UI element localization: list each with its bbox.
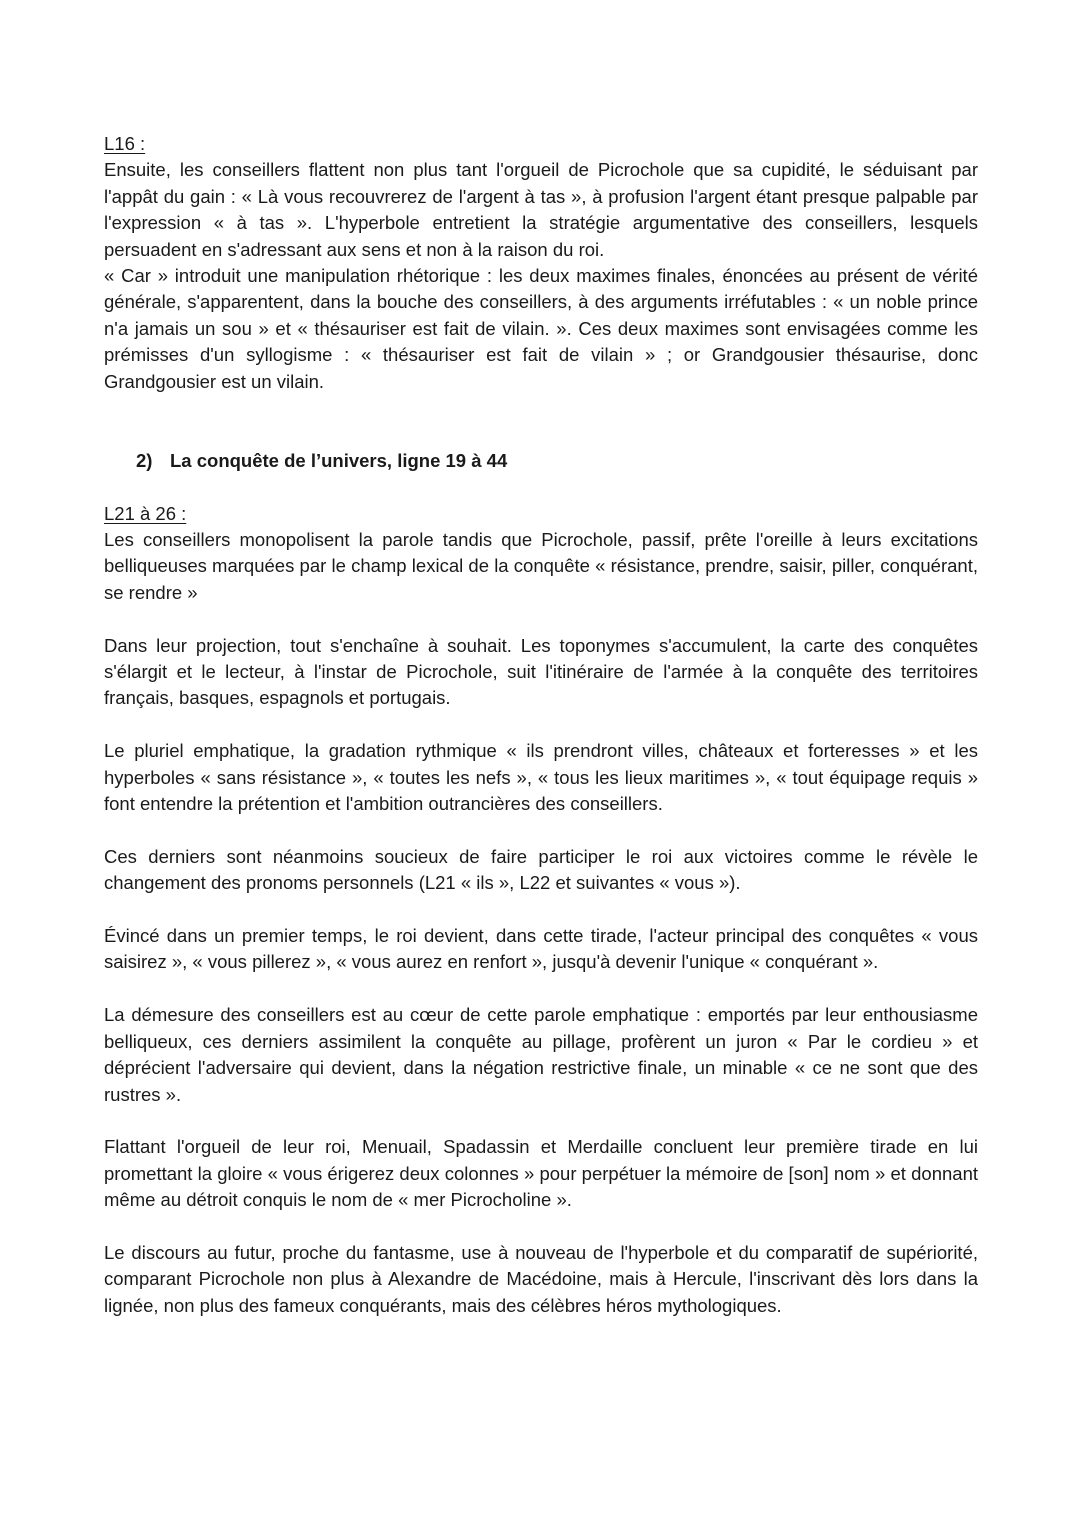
section-l16	[104, 131, 978, 395]
document-page	[104, 131, 978, 1319]
paragraph: Le pluriel emphatique, la gradation rythmique « ils prendront villes, châteaux et forteresses » et les hyperboles « sans résistance », « toutes les nefs », « tous les lieux maritimes », « tout équipage requis » font entendre la prétention et l'ambition outrancières des conseillers.	[104, 740, 978, 815]
section-label-l16: L16 :	[104, 133, 146, 154]
heading-number: 2)	[136, 449, 153, 471]
paragraph: Les conseillers monopolisent la parole tandis que Picrochole, passif, prête l'oreille à leurs excitations belliqueuses marquées par le champ lexical de la conquête « résistance, prendre, saisir, piller, conquérant, se rendre »	[104, 529, 978, 603]
section-label-l21-26: L21 à 26 :	[104, 502, 187, 524]
paragraph: Ces derniers sont néanmoins soucieux de faire participer le roi aux victoires comme le révèle le changement des pronoms personnels (L21 « ils », L22 et suivantes « vous »).	[104, 845, 978, 894]
section-heading	[104, 448, 978, 474]
section-l21-26	[104, 501, 978, 1319]
paragraph: Le discours au futur, proche du fantasme, use à nouveau de l'hyperbole et du comparatif de supériorité, comparant Picrochole non plus à Alexandre de Macédoine, mais à Hercule, l'inscrivant dès lors dans la lignée, non plus des fameux conquérants, mais des célèbres héros mythologiques.	[104, 1241, 978, 1316]
paragraph: Ensuite, les conseillers flattent non plus tant l'orgueil de Picrochole que sa cupidité, le séduisant par l'appât du gain : « Là vous recouvrerez de l'argent à tas », à profusion l'argent étant presque palpable par l'expression « à tas ». L'hyperbole entretient la stratégie argumentative des conseillers, lesquels persuadent en s'adressant aux sens et non à la raison du roi.	[104, 159, 978, 260]
paragraph: Dans leur projection, tout s'enchaîne à souhait. Les toponymes s'accumulent, la carte des conquêtes s'élargit et le lecteur, à l'instar de Picrochole, suit l'itinéraire de l'armée à la conquête des territoires français, basques, espagnols et portugais.	[104, 634, 978, 709]
paragraph: « Car » introduit une manipulation rhétorique : les deux maximes finales, énoncées au présent de vérité générale, s'apparentent, dans la bouche des conseillers, à des arguments irréfutables : « un noble prince n'a jamais un sou » et « thésauriser est fait de vilain. ». Ces deux maximes sont envisagées comme les prémisses d'un syllogisme : « thésauriser est fait de vilain » ; or Grandgousier thésaurise, donc Grandgousier est un vilain.	[104, 265, 978, 392]
paragraph: Évincé dans un premier temps, le roi devient, dans cette tirade, l'acteur principal des conquêtes « vous saisirez », « vous pillerez », « vous aurez en renfort », jusqu'à devenir l'unique « conquérant ».	[104, 925, 978, 973]
heading-title: La conquête de l’univers, ligne 19 à 44	[170, 449, 508, 471]
paragraph: Flattant l'orgueil de leur roi, Menuail, Spadassin et Merdaille concluent leur première tirade en lui promettant la gloire « vous érigerez deux colonnes » pour perpétuer la mémoire de [son] nom » et donnant même au détroit conquis le nom de « mer Picrocholine ».	[104, 1136, 978, 1211]
paragraph: La démesure des conseillers est au cœur de cette parole emphatique : emportés par leur enthousiasme belliqueux, ces derniers assimilent la conquête au pillage, profèrent un juron « Par le cordieu » et déprécient l'adversaire qui devient, dans la négation restrictive finale, un minable « ce ne sont que des rustres ».	[104, 1004, 978, 1105]
